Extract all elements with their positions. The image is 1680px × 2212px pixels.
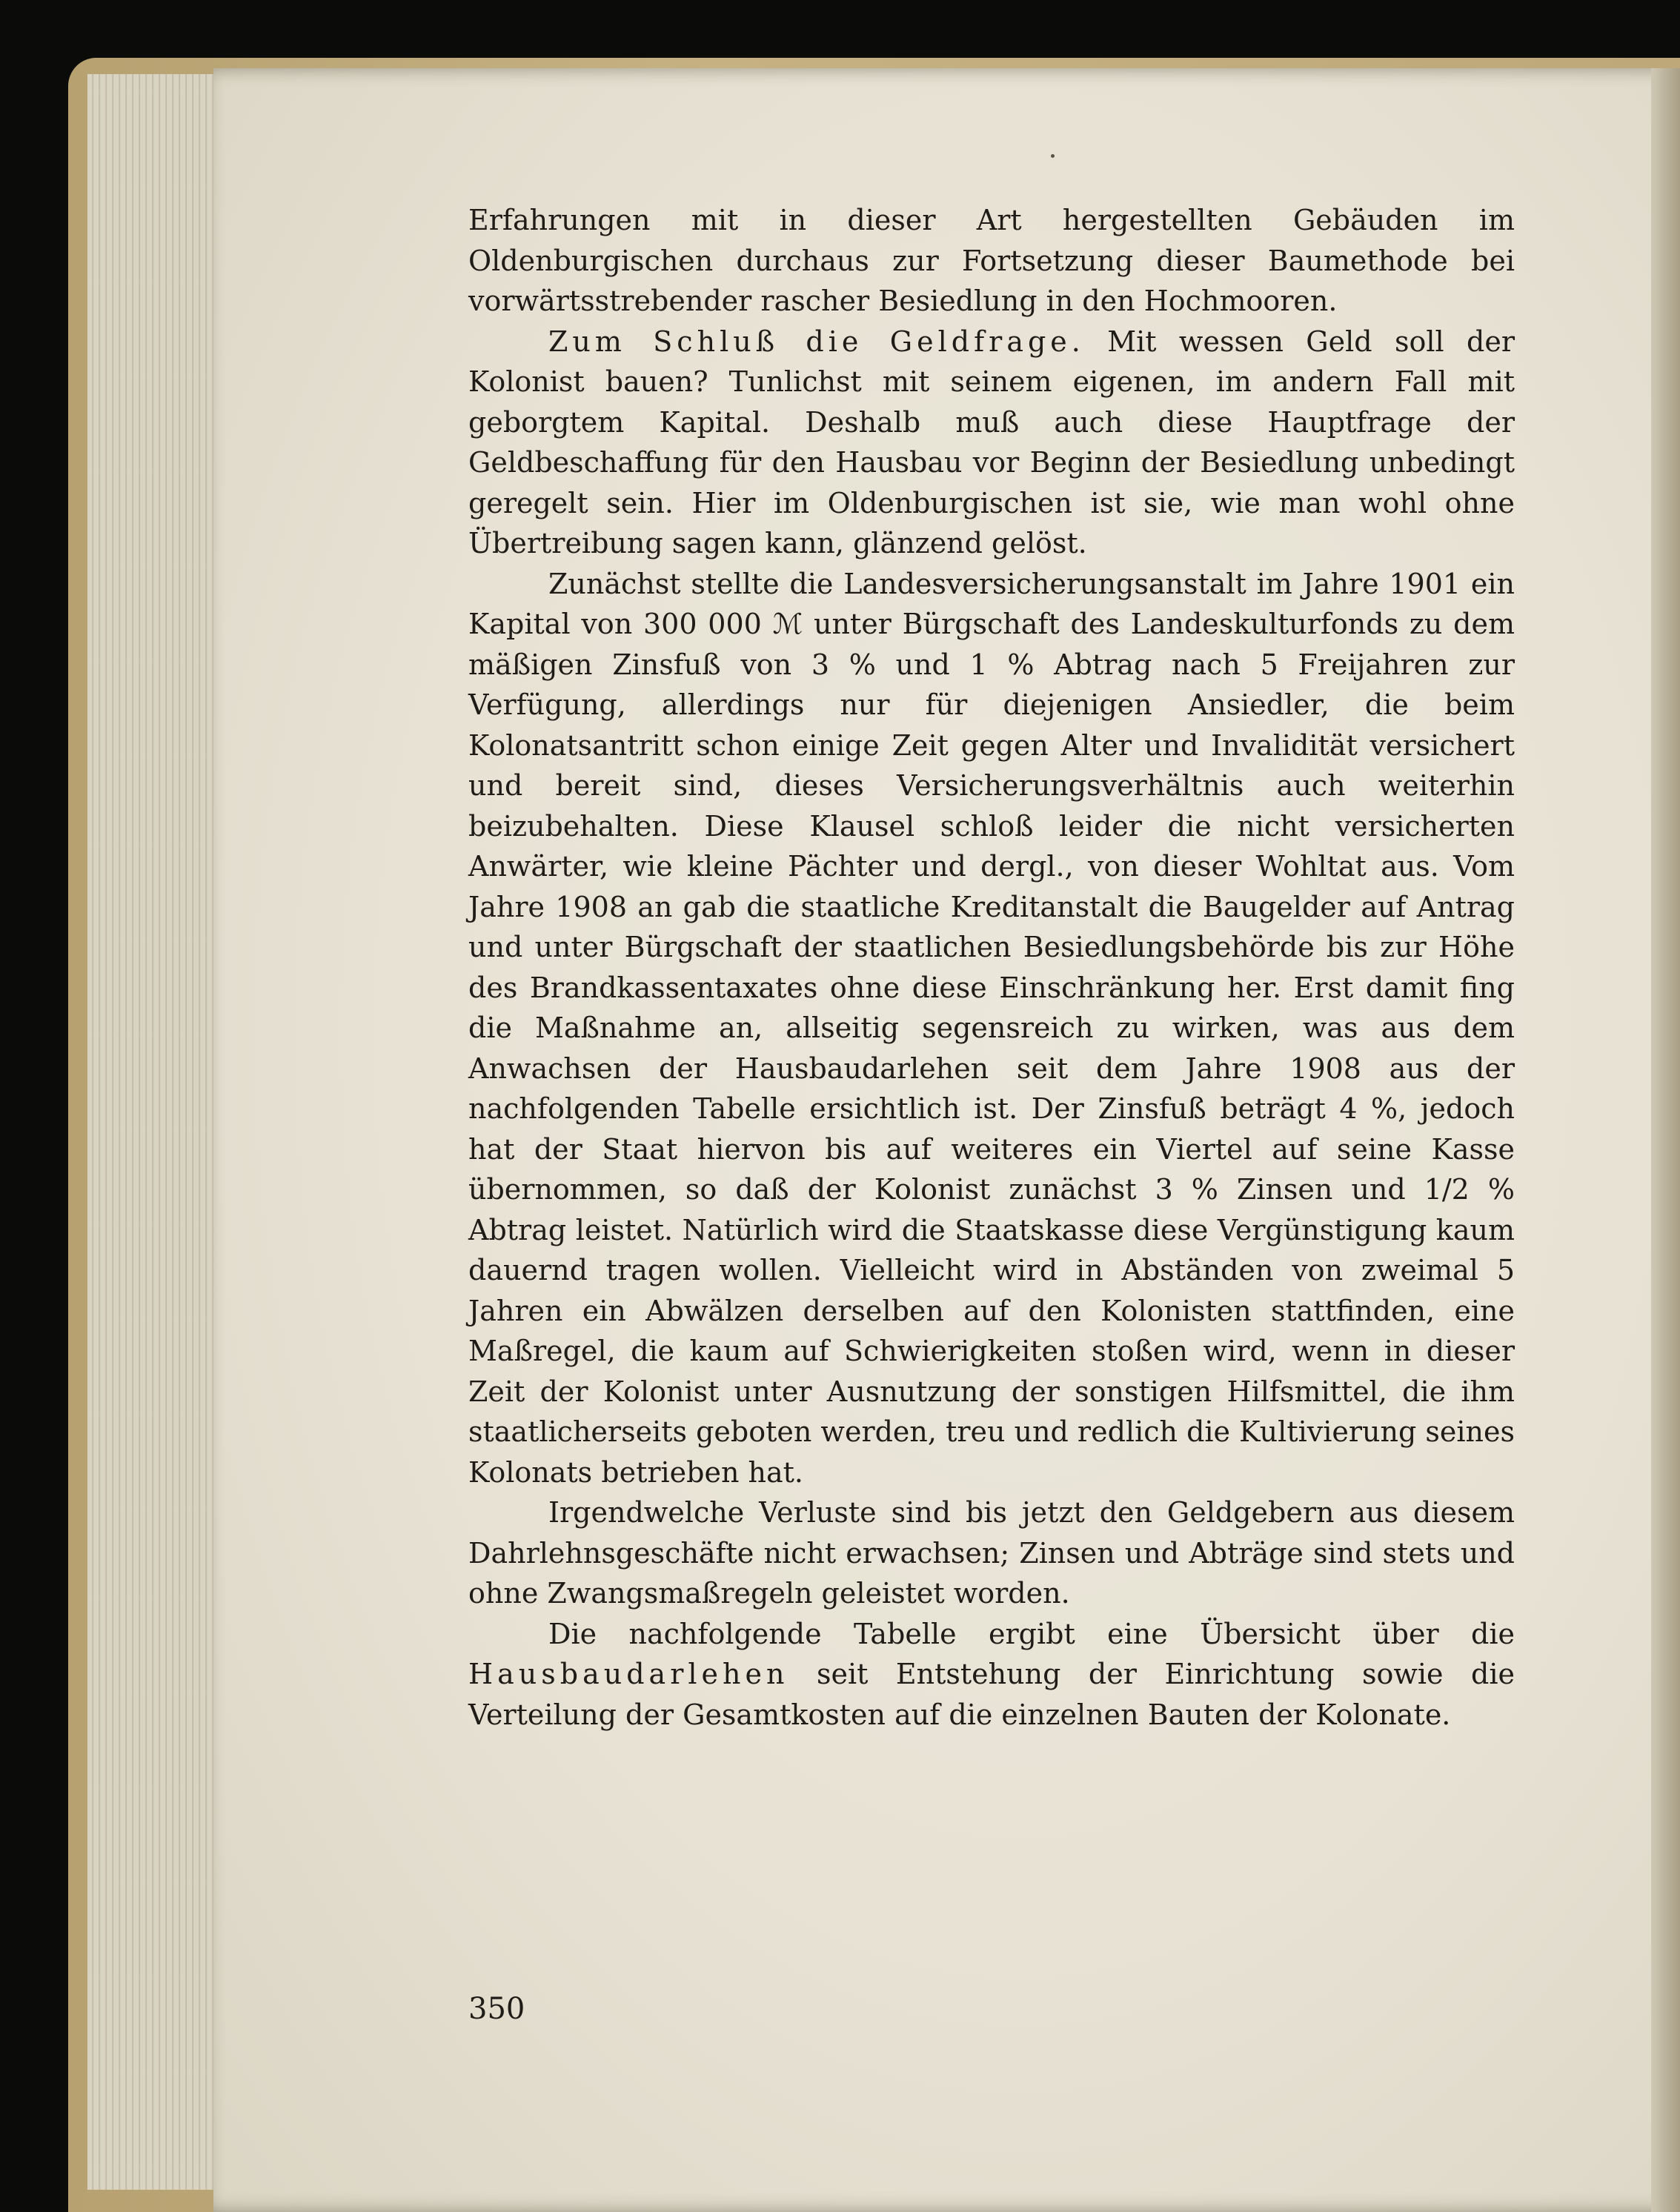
paragraph-5-before: Die nachfolgende Tabelle ergibt eine Übersicht über die [548,1617,1515,1650]
body-text [468,200,1515,1735]
page-gutter-shadow [1651,68,1680,2212]
paragraph-1: Erfahrungen mit in dieser Art hergestellten Gebäuden im Oldenburgischen durchaus zur Fortsetzung dieser Baumethode bei vorwärtsstrebender rascher Besiedlung in den Hochmooren. [468,204,1515,317]
page-number: 350 [468,1992,525,2026]
paragraph-5-after: seit Entstehung der Einrichtung sowie die Verteilung der Gesamtkosten auf die einzelnen Bauten der Kolonate. [468,1658,1515,1731]
paragraph-2-lead: Zum Schluß die Geldfrage. [548,325,1085,358]
page-edges-stack [87,74,228,2190]
ink-dot [1051,154,1055,158]
paragraph-5 [468,1614,1515,1736]
paragraph-3: Zunächst stellte die Landesversicherungsanstalt im Jahre 1901 ein Kapital von 300 000 ℳ unter Bürgschaft des Landeskulturfonds zu dem mäßigen Zinsfuß von 3 % und 1 % Abtrag nach 5 Freijahren zur Verfügung, allerdings nur für diejenigen Ansiedler, die beim Kolonatsantritt schon einige Zeit gegen Alter und Invalidität versichert und bereit sind, dieses Versicherungsverhältnis auch weiterhin beizubehalten. Diese Klausel schloß leider die nicht versicherten Anwärter, wie kleine Pächter und dergl., von dieser Wohltat aus. Vom Jahre 1908 an gab die staatliche Kreditanstalt die Baugelder auf Antrag und unter Bürgschaft der staatlichen Besiedlungsbehörde bis zur Höhe des Brandkassentaxates ohne diese Einschränkung her. Erst damit fing die Maßnahme an, allseitig segensreich zu wirken, was aus dem Anwachsen der Hausbaudarlehen seit dem Jahre 1908 aus der nachfolgenden Tabelle ersichtlich ist. Der Zinsfuß beträgt 4 %, jedoch hat der Staat hiervon bis auf weiteres ein Viertel auf seine Kasse übernommen, so daß der Kolonist zunächst 3 % Zinsen und 1/2 % Abtrag leistet. Natürlich wird die Staatskasse diese Vergünstigung kaum dauernd tragen wollen. Vielleicht wird in Abständen von zweimal 5 Jahren ein Abwälzen derselben auf den Kolonisten stattfinden, eine Maßregel, die kaum auf Schwierigkeiten stoßen wird, wenn in dieser Zeit der Kolonist unter Ausnutzung der sonstigen Hilfsmittel, die ihm staatlicherseits geboten werden, treu und redlich die Kultivierung seines Kolonats betrieben hat. [468,567,1515,1489]
paragraph-4: Irgendwelche Verluste sind bis jetzt den Geldgebern aus diesem Dahrlehnsgeschäfte nicht erwachsen; Zinsen und Abträge sind stets und ohne Zwangsmaßregeln geleistet worden. [468,1496,1515,1610]
paragraph-5-spaced: Hausbaudarlehen [468,1658,789,1690]
paragraph-2-body: Mit wessen Geld soll der Kolonist bauen? Tunlichst mit seinem eigenen, im andern Fall mit geborgtem Kapital. Deshalb muß auch diese Hauptfrage der Geldbeschaffung für den Hausbau vor Beginn der Besiedlung unbedingt geregelt sein. Hier im Oldenburgischen ist sie, wie man wohl ohne Übertreibung sagen kann, glänzend gelöst. [468,325,1515,559]
paragraph-2 [468,322,1515,564]
